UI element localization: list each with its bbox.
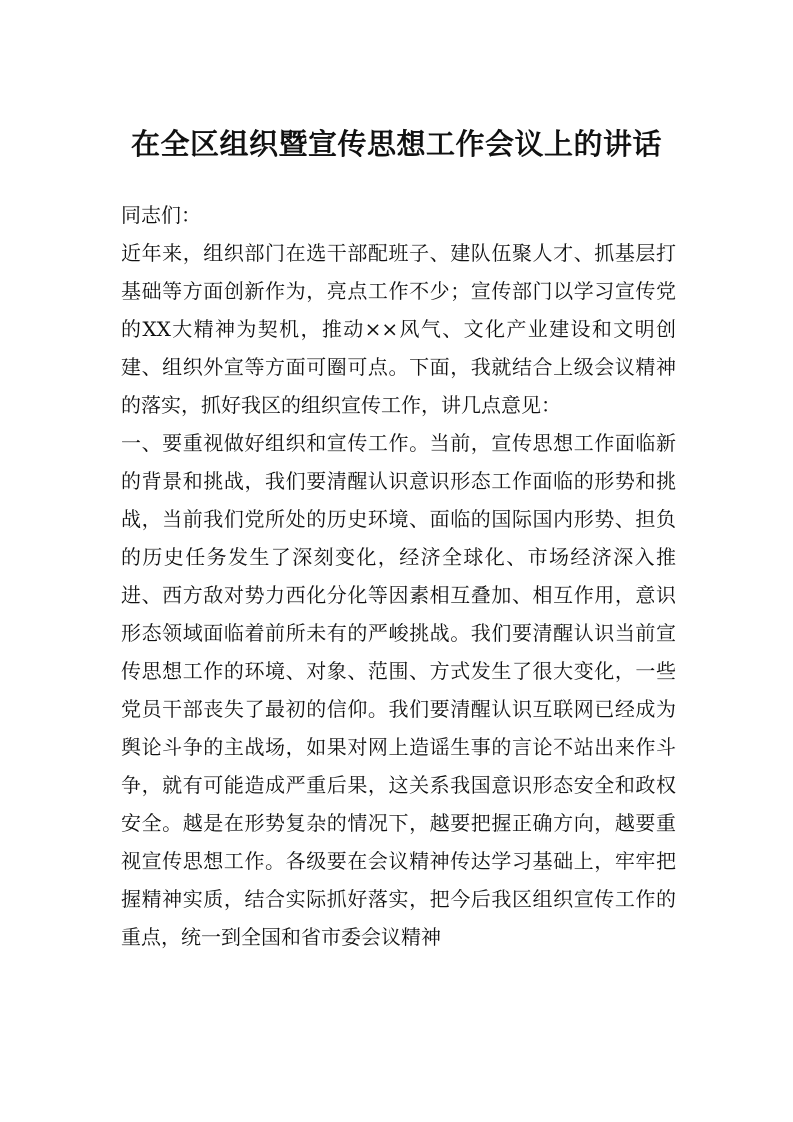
salutation: 同志们： xyxy=(121,203,201,227)
document-body xyxy=(121,196,676,956)
document-title: 在全区组织暨宣传思想工作会议上的讲话 xyxy=(130,127,662,161)
paragraph-section-one: 一、要重视做好组织和宣传工作。当前，宣传思想工作面临新的背景和挑战，我们要清醒认识意识形态工作面临的形势和挑战，当前我们党所处的历史环境、面临的国际国内形势、担负的历史任务发生了深刻变化，经济全球化、市场经济深入推进、西方敌对势力西化分化等因素相互叠加、相互作用，意识形态领域面临着前所未有的严峻挑战。我们要清醒认识当前宣传思想工作的环境、对象、范围、方式发生了很大变化，一些党员干部丧失了最初的信仰。我们要清醒认识互联网已经成为舆论斗争的主战场，如果对网上造谣生事的言论不站出来作斗争，就有可能造成严重后果，这关系我国意识形态安全和政权安全。越是在形势复杂的情况下，越要把握正确方向，越要重视宣传思想工作。各级要在会议精神传达学习基础上，牢牢把握精神实质，结合实际抓好落实，把今后我区组织宣传工作的重点，统一到全国和省市委会议精神 xyxy=(121,431,676,949)
paragraph-intro: 近年来，组织部门在选干部配班子、建队伍聚人才、抓基层打基础等方面创新作为，亮点工作不少；宣传部门以学习宣传党的XX大精神为契机，推动××风气、文化产业建设和文明创建、组织外宣等方面可圈可点。下面，我就结合上级会议精神的落实，抓好我区的组织宣传工作，讲几点意见： xyxy=(121,241,676,417)
